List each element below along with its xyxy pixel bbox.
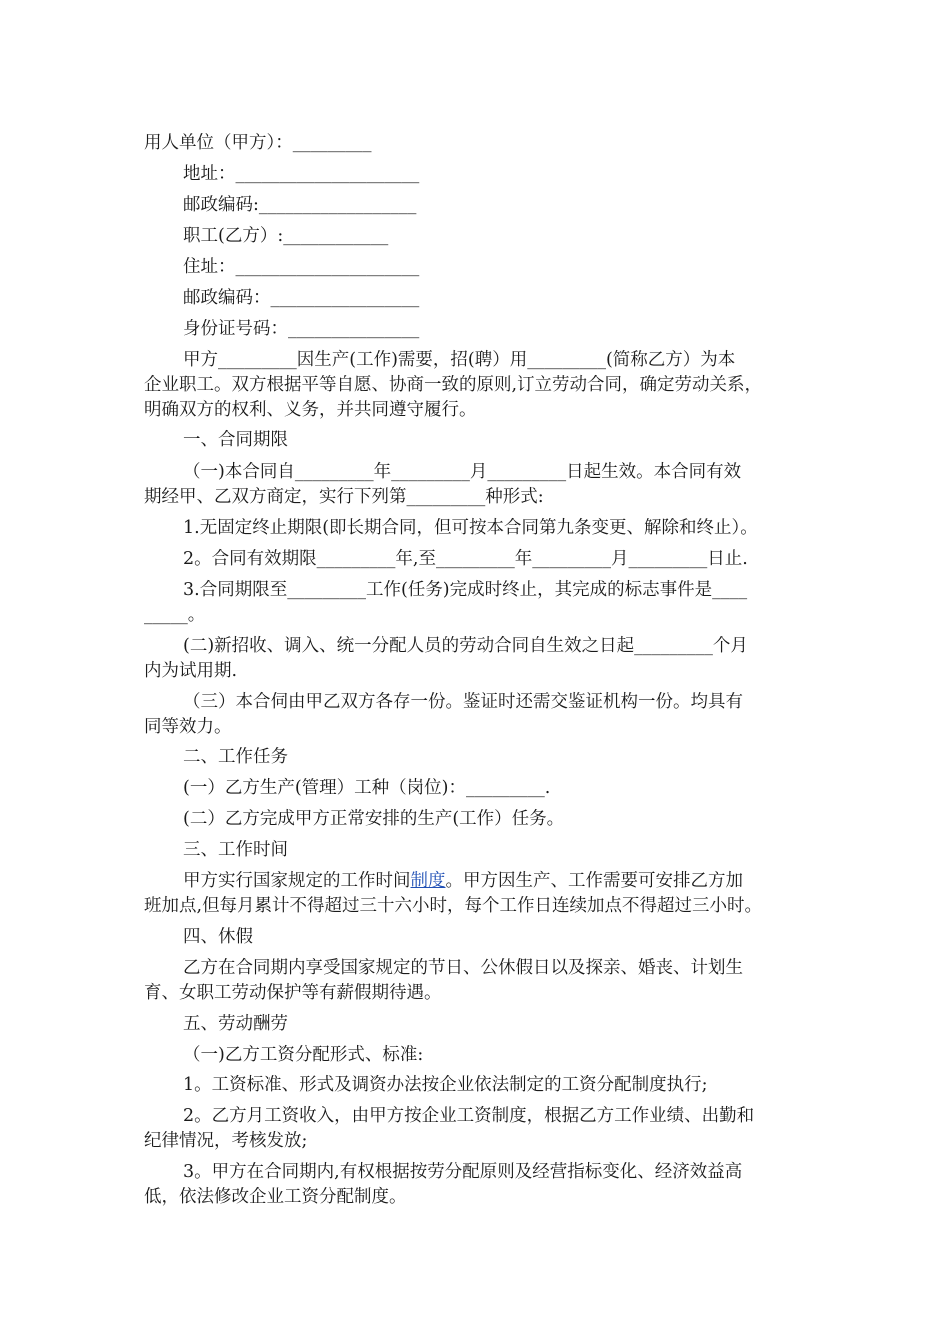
preamble-line: 甲方_________因生产(工作)需要，招(聘）用_________(简称乙方）为本 (183, 350, 736, 370)
paragraph-line: 同等效力。 (144, 717, 232, 737)
list-item-continuation: 纪律情况，考核发放; (144, 1131, 308, 1151)
preamble-line: 企业职工。双方根据平等自愿、协商一致的原则,订立劳动合同，确定劳动关系， (144, 375, 763, 395)
section-heading: 三、工作时间 (183, 840, 288, 860)
employee-line: 职工(乙方）:____________ (183, 226, 389, 246)
paragraph-line: 育、女职工劳动保护等有薪假期待遇。 (144, 983, 442, 1003)
list-item: 1。工资标准、形式及调资办法按企业依法制定的工资分配制度执行; (183, 1075, 708, 1095)
list-item-continuation: 低，依法修改企业工资分配制度。 (144, 1187, 407, 1207)
list-item-continuation: _____。 (144, 605, 206, 625)
paragraph-line: （一)本合同自_________年_________月_________日起生效。本合同有效 (183, 462, 742, 482)
list-item: 2。合同有效期限_________年,至_________年_________月_________日止. (183, 549, 748, 569)
paragraph-line: (二）乙方完成甲方正常安排的生产(工作）任务。 (183, 809, 565, 829)
text-segment: 。甲方因生产、工作需要可安排乙方加 (445, 871, 743, 891)
paragraph-line: (二)新招收、调入、统一分配人员的劳动合同自生效之日起_________个月 (183, 636, 748, 656)
text-segment: 甲方实行国家规定的工作时间 (183, 871, 411, 891)
postcode-line: 邮政编码:__________________ (183, 195, 417, 215)
paragraph-line: 期经甲、乙双方商定，实行下列第_________种形式: (144, 487, 544, 507)
paragraph-line: 班加点,但每月累计不得超过三十六小时，每个工作日连续加点不得超过三小时。 (144, 896, 763, 916)
section-heading: 一、合同期限 (183, 430, 288, 450)
list-item: 2。乙方月工资收入，由甲方按企业工资制度，根据乙方工作业绩、出勤和 (183, 1106, 755, 1126)
list-item: 3.合同期限至_________工作(任务)完成时终止，其完成的标志事件是____ (183, 580, 748, 600)
section-heading: 四、休假 (183, 927, 253, 947)
system-link[interactable]: 制度 (410, 871, 446, 891)
section-heading: 五、劳动酬劳 (183, 1014, 288, 1034)
employer-line: 用人单位（甲方）：_________ (144, 133, 372, 153)
paragraph-line: (一）乙方生产(管理）工种（岗位)：_________. (183, 778, 551, 798)
section-heading: 二、工作任务 (183, 747, 288, 767)
postcode-line-2: 邮政编码：_________________ (183, 288, 420, 308)
list-item: 1.无固定终止期限(即长期合同，但可按本合同第九条变更、解除和终止）。 (183, 518, 758, 538)
paragraph-line: 内为试用期. (144, 661, 238, 681)
id-number-line: 身份证号码：_______________ (183, 319, 420, 339)
preamble-line: 明确双方的权利、义务，并共同遵守履行。 (144, 400, 477, 420)
paragraph-line: （三）本合伺由甲乙双方各存一份。鉴证时还需交鉴证机构一份。均具有 (183, 692, 743, 712)
list-item: 3。甲方在合同期内,有权根据按劳分配原则及经营指标变化、经济效益高 (183, 1162, 743, 1182)
paragraph-line: （一)乙方工资分配形式、标准: (183, 1045, 424, 1065)
residence-line: 住址：_____________________ (183, 257, 420, 277)
address-line: 地址：_____________________ (183, 164, 420, 184)
paragraph-line (183, 869, 743, 893)
paragraph-line: 乙方在合同期内享受国家规定的节日、公休假日以及探亲、婚丧、计划生 (183, 958, 743, 978)
